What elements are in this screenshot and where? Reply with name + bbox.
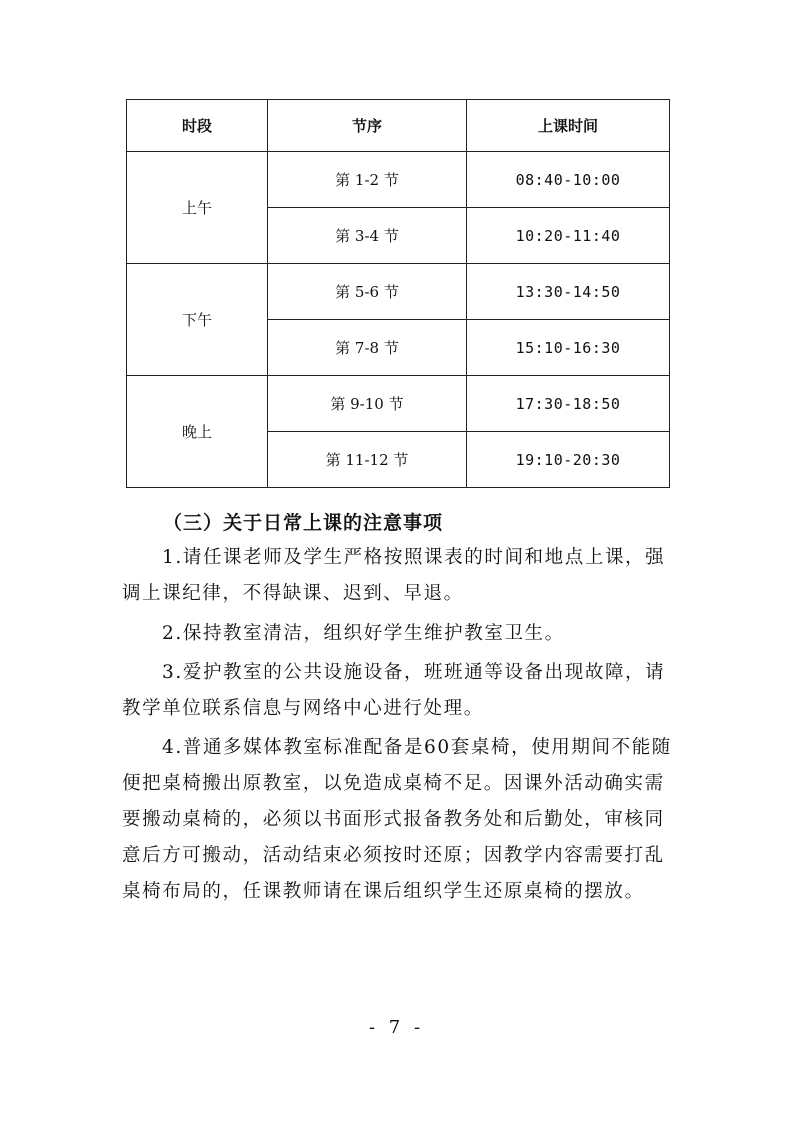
section-cell: 第 1-2 节 xyxy=(268,152,467,208)
time-cell: 17:30-18:50 xyxy=(467,376,670,432)
header-time: 上课时间 xyxy=(467,100,670,152)
header-period: 时段 xyxy=(127,100,268,152)
table-row xyxy=(127,152,670,208)
period-morning: 上午 xyxy=(127,152,268,264)
section-heading: （三）关于日常上课的注意事项 xyxy=(163,512,444,534)
table-row xyxy=(127,376,670,432)
paragraph-4: 4.普通多媒体教室标准配备是60套桌椅，使用期间不能随便把桌椅搬出原教室，以免造成桌椅不足。因课外活动确实需要搬动桌椅的，必须以书面形式报备教务处和后勤处，审核同意后方可搬动，活动结束必须按时还原；因教学内容需要打乱桌椅布局的，任课教师请在课后组织学生还原桌椅的摆放。 xyxy=(122,737,672,902)
time-cell: 08:40-10:00 xyxy=(467,152,670,208)
time-cell: 13:30-14:50 xyxy=(467,264,670,320)
period-evening: 晚上 xyxy=(127,376,268,488)
table-header-row xyxy=(127,100,670,152)
period-afternoon: 下午 xyxy=(127,264,268,376)
time-cell: 19:10-20:30 xyxy=(467,432,670,488)
section-cell: 第 7-8 节 xyxy=(268,320,467,376)
section-cell: 第 9-10 节 xyxy=(268,376,467,432)
page-number: - 7 - xyxy=(368,1017,425,1038)
time-cell: 15:10-16:30 xyxy=(467,320,670,376)
paragraph-2: 2.保持教室清洁，组织好学生维护教室卫生。 xyxy=(162,623,565,644)
class-schedule-table xyxy=(126,99,670,488)
paragraph-3: 3.爱护教室的公共设施设备，班班通等设备出现故障，请教学单位联系信息与网络中心进行处理。 xyxy=(122,662,666,719)
table-row xyxy=(127,264,670,320)
time-cell: 10:20-11:40 xyxy=(467,208,670,264)
section-cell: 第 5-6 节 xyxy=(268,264,467,320)
section-cell: 第 3-4 节 xyxy=(268,208,467,264)
paragraph-1: 1.请任课老师及学生严格按照课表的时间和地点上课，强调上课纪律，不得缺课、迟到、早退。 xyxy=(122,547,666,604)
section-cell: 第 11-12 节 xyxy=(268,432,467,488)
header-section: 节序 xyxy=(268,100,467,152)
